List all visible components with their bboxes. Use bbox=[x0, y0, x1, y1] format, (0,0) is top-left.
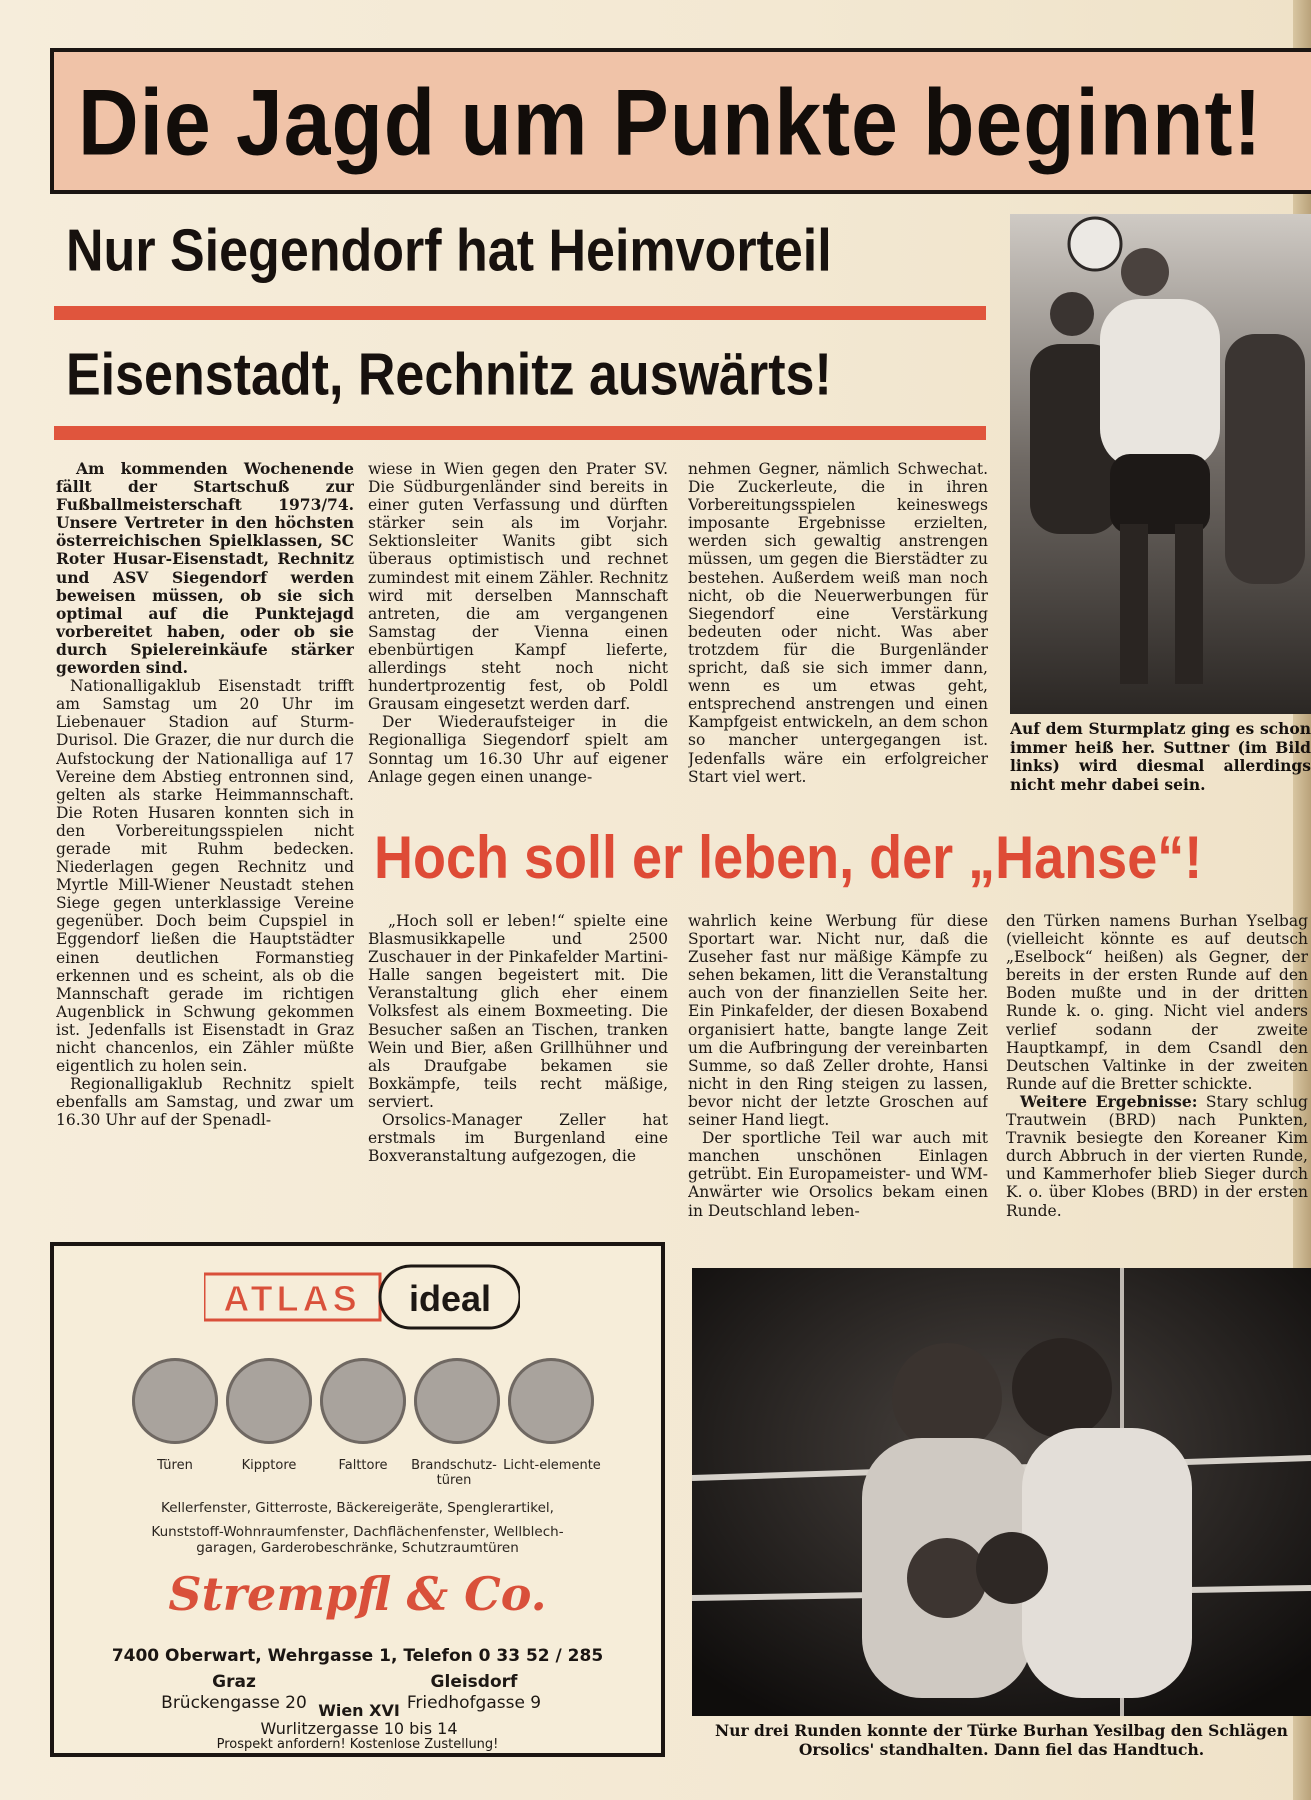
boxing-headline: Hoch soll er leben, der „Hanse“! bbox=[374, 824, 1203, 892]
football-lead-paragraph: Am kommenden Wochenende fällt der Startschuß zur Fußballmeisterschaft 1973/74. Unsere Vertreter in den höchsten österreichischen Spielklassen, SC Roter Husar-Eisenstadt, Rechnitz und ASV Siegendorf werden beweisen müssen, ob sie sich optimal auf die Punktejagd vorbereitet haben, oder ob sie durch Spielereinkäufe stärker geworden sind. bbox=[56, 460, 354, 678]
red-rule-bottom bbox=[54, 426, 986, 440]
football-column-1 bbox=[56, 460, 354, 1360]
logo-atlas-text: ATLAS bbox=[223, 1278, 361, 1319]
subheadline-siegendorf: Nur Siegendorf hat Heimvorteil bbox=[66, 217, 832, 285]
football-column-2 bbox=[368, 460, 668, 800]
folding-door-icon bbox=[320, 1358, 406, 1444]
boxing-column-3 bbox=[1006, 912, 1308, 1224]
fire-door-icon bbox=[414, 1358, 500, 1444]
football-photo-caption: Auf dem Sturmplatz ging es schon immer heiß her. Suttner (im Bild links) wird diesmal allerdings nicht mehr dabei sein. bbox=[1010, 720, 1311, 794]
boxing-column-1 bbox=[368, 912, 668, 1170]
branch-street: Friedhofgasse 9 bbox=[406, 1693, 542, 1713]
product-list-line: garagen, Garderobeschränke, Schutzraumtüren bbox=[196, 1540, 519, 1556]
company-name: Strempfl & Co. bbox=[168, 1567, 547, 1621]
football-paragraph: Regionalligaklub Rechnitz spielt ebenfalls am Samstag, und zwar um 16.30 Uhr auf der Spenadl- bbox=[56, 1075, 354, 1130]
boxing-photo bbox=[692, 1268, 1311, 1716]
boxing-paragraph: Der sportliche Teil war auch mit manchen unschönen Einlagen getrübt. Ein Europameister- und WM-Anwärter wie Orsolics bekam einen in Deutschland leben- bbox=[688, 1129, 988, 1220]
football-photo bbox=[1010, 214, 1311, 714]
football-photo-image bbox=[1010, 214, 1311, 714]
branch-city: Wien XVI bbox=[318, 1701, 400, 1720]
boxing-paragraph: den Türken namens Burhan Yselbag (vielleicht könnte es auf deutsch „Eselbock“ heißen) als Gegner, der bereits in der ersten Runde auf den Boden mußte und in der dritten Runde k. o. ging. Nicht viel anders verlief sodann der zweite Hauptkampf, in dem Csandl den Deutschen Valtinke in der zweiten Runde auf die Bretter schickte. bbox=[1006, 912, 1308, 1093]
product-list-line: Kellerfenster, Gitterroste, Bäckereigeräte, Spenglerartikel, bbox=[161, 1500, 554, 1516]
product-list-line: Kunststoff-Wohnraumfenster, Dachflächenfenster, Wellblech- bbox=[151, 1524, 564, 1540]
red-rule-top bbox=[54, 306, 986, 320]
ad-footer: Prospekt anfordern! Kostenlose Zustellung! bbox=[216, 1737, 499, 1752]
tilt-door-icon bbox=[226, 1358, 312, 1444]
boxing-paragraph: „Hoch soll er leben!“ spielte eine Blasmusikkapelle und 2500 Zuschauer in der Pinkafelder Martini-Halle sangen begeistert mit. Die Veranstaltung glich eher einem Volksfest als einem Boxmeeting. Die Besucher saßen an Tischen, tranken Wein und Bier, aßen Grillhühner und als Draufgabe bekamen sie Boxkämpfe, teils recht mäßige, serviert. bbox=[368, 912, 668, 1111]
product-label: Licht-elemente bbox=[503, 1458, 601, 1473]
branch-street: Wurlitzergasse 10 bis 14 bbox=[260, 1719, 458, 1738]
football-paragraph: Der Wiederaufsteiger in die Regionalliga Siegendorf spielt am Sonntag um 16.30 Uhr auf eigener Anlage gegen einen unange- bbox=[368, 713, 668, 786]
branch-city: Gleisdorf bbox=[430, 1672, 518, 1692]
headline-banner bbox=[50, 48, 1311, 194]
boxing-paragraph: Orsolics-Manager Zeller hat erstmals im Burgenland eine Boxveranstaltung aufgezogen, die bbox=[368, 1111, 668, 1166]
boxing-photo-caption: Nur drei Runden konnte der Türke Burhan Yesilbag den Schlägen Orsolics' standhalten. Dann fiel das Handtuch. bbox=[715, 1722, 1288, 1759]
boxing-photo-image bbox=[692, 1268, 1311, 1716]
results-text: Stary schlug Trautwein (BRD) nach Punkten, Travnik besiegte den Koreaner Kim durch Abbruch in der vierten Runde, und Kammerhofer blieb Sieger durch K. o. über Klobes (BRD) in der ersten Runde. bbox=[1006, 1092, 1308, 1220]
boxing-column-2 bbox=[688, 912, 988, 1224]
skylight-icon bbox=[508, 1358, 594, 1444]
boxing-paragraph: wahrlich keine Werbung für diese Sportart war. Nicht nur, daß die Zuseher fast nur mäßige Kämpfe zu sehen bekamen, litt die Veranstaltung auch von der finanziellen Seite her. Ein Pinkafelder, der diesen Boxabend organisiert hatte, bangte lange Zeit um die Aufbringung der vereinbarten Summe, so daß Zeller drohte, Hansi nicht in den Ring steigen zu lassen, bevor nicht der letzte Groschen auf seiner Hand liegt. bbox=[688, 912, 988, 1130]
product-label: Kipptore bbox=[241, 1458, 297, 1473]
door-icon bbox=[132, 1358, 218, 1444]
football-paragraph: Nationalligaklub Eisenstadt trifft am Samstag um 20 Uhr im Liebenauer Stadion auf Sturm-Durisol. Die Grazer, die nur durch die Aufstockung der Nationalliga auf 17 Vereine dem Abstieg entronnen sind, gelten als starke Heimmannschaft. Die Roten Husaren konnten sich in den Vorbereitungsspielen nicht gerade mit Ruhm bedecken. Niederlagen gegen Rechnitz und Myrtle Mill-Wiener Neustadt stehen Siege gegen unterklassige Vereine gegenüber. Doch beim Cupspiel in Eggendorf ließen die Hauptstädter einen deutlichen Formanstieg erkennen und es scheint, als ob die Mannschaft gerade im richtigen Augenblick in Schwung gekommen ist. Jedenfalls ist Eisenstadt in Graz nicht chancenlos, ein Zähler müßte eigentlich zu holen sein. bbox=[56, 677, 354, 1076]
branch-city: Graz bbox=[212, 1672, 256, 1692]
banner-title: Die Jagd um Punkte beginnt! bbox=[78, 69, 1263, 175]
logo-ideal-text: ideal bbox=[408, 1278, 492, 1319]
product-label: Brandschutz-türen bbox=[411, 1458, 497, 1488]
product-label: Türen bbox=[157, 1458, 193, 1473]
football-column-3 bbox=[688, 460, 988, 800]
football-paragraph: nehmen Gegner, nämlich Schwechat. Die Zuckerleute, die in ihren Vorbereitungsspielen keineswegs imposante Ergebnisse erzielten, werden sich gewaltig anstrengen müssen, um gegen die Bierstädter zu bestehen. Außerdem weiß man noch nicht, ob die Neuerwerbungen für Siegendorf eine Verstärkung bedeuten oder nicht. Was aber trotzdem für die Burgenländer spricht, daß sie sich immer dann, wenn es um etwas geht, entsprechend anstrengen und einen Kampfgeist entwickeln, an dem schon so mancher untergegangen ist. Jedenfalls wäre ein erfolgreicher Start viel wert. bbox=[688, 460, 988, 786]
company-address: 7400 Oberwart, Wehrgasse 1, Telefon 0 33 52 / 285 bbox=[111, 1646, 604, 1666]
results-label: Weitere Ergebnisse: bbox=[1020, 1091, 1198, 1111]
advertisement-box bbox=[50, 1242, 665, 1757]
subheadline-eisenstadt: Eisenstadt, Rechnitz auswärts! bbox=[66, 341, 832, 409]
atlas-ideal-logo bbox=[204, 1264, 520, 1330]
branch-wien bbox=[194, 1702, 524, 1738]
branch-street: Brückengasse 20 bbox=[161, 1693, 307, 1713]
football-paragraph: wiese in Wien gegen den Prater SV. Die Südburgenländer sind bereits in einer guten Verfassung und dürften stärker sein als im Vorjahr. Sektionsleiter Wanits gibt sich überaus optimistisch und rechnet zumindest mit einem Zähler. Rechnitz wird mit derselben Mannschaft antreten, die am vergangenen Samstag der Vienna einen ebenbürtigen Kampf lieferte, allerdings steht noch nicht hundertprozentig fest, ob Poldl Grausam eingesetzt werden darf. bbox=[368, 460, 668, 714]
product-label: Falttore bbox=[338, 1458, 388, 1473]
